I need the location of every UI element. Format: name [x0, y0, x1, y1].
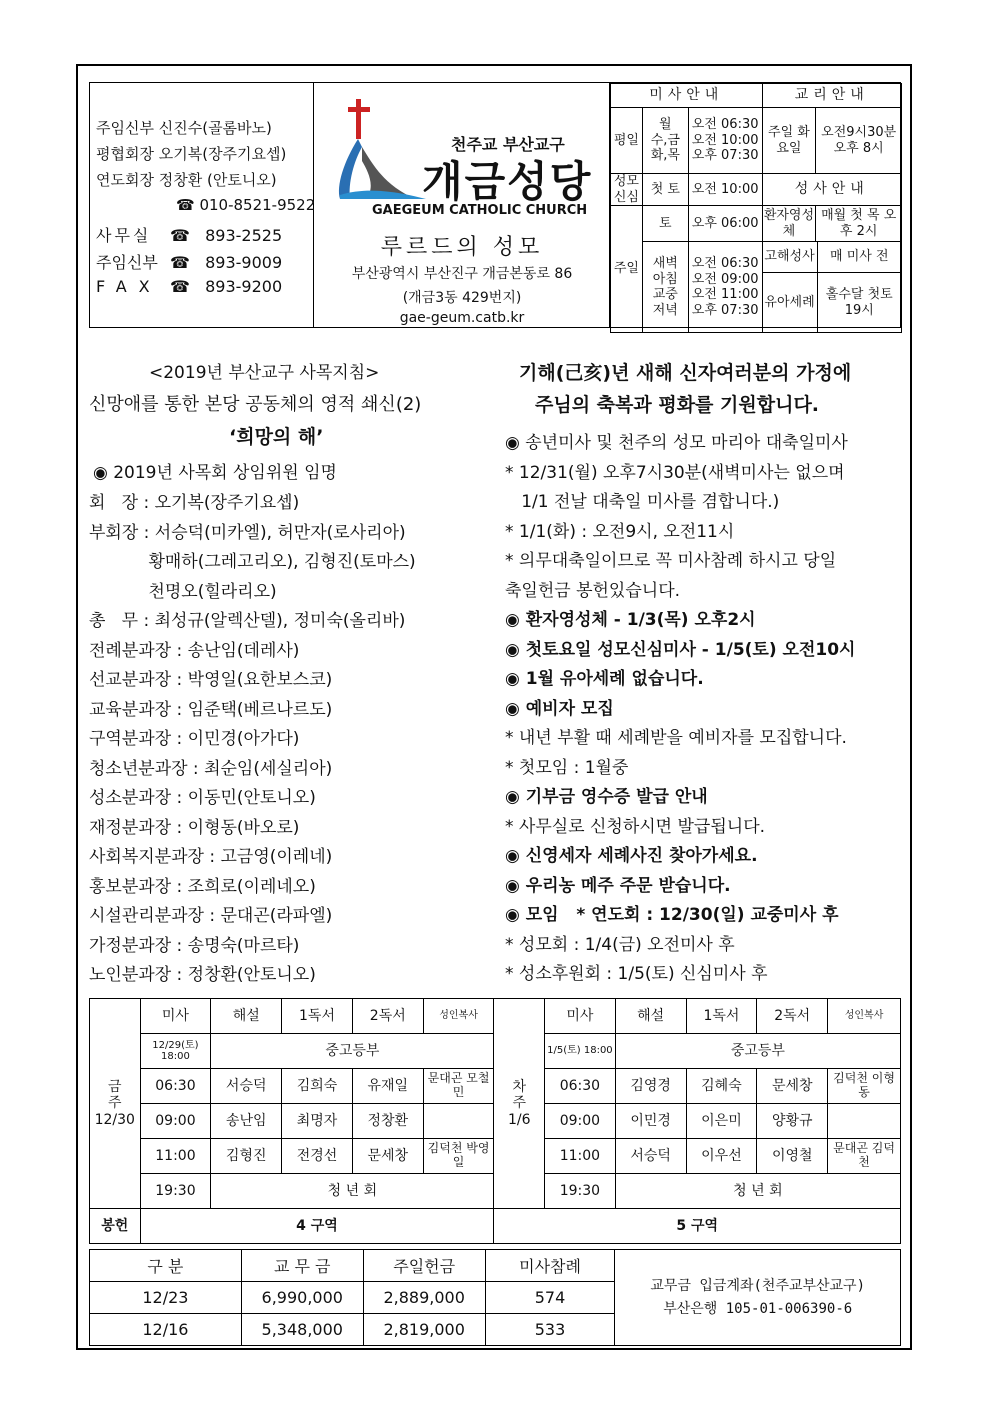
roster-col-header: 미사: [545, 999, 616, 1034]
roster-group: 중고등부: [615, 1034, 900, 1069]
roster-cell: 이은미: [686, 1104, 757, 1139]
roster-time: 11:00: [140, 1139, 211, 1174]
roster-time: 19:30: [545, 1174, 616, 1209]
notice-line: * 의무대축일이므로 꼭 미사참례 하시고 당일: [505, 551, 837, 571]
roster-group: 청 년 회: [211, 1174, 494, 1209]
phone-icon: ☎: [170, 253, 190, 272]
catechism-day: 주일 화요일: [762, 108, 816, 174]
roster-time: 1/5(토) 18:00: [545, 1034, 616, 1069]
weekday-days: 월 수,금 화,목: [642, 108, 688, 174]
notice-line: ◉ 기부금 영수증 발급 안내: [505, 787, 708, 807]
roster-time: 12/29(토) 18:00: [140, 1034, 211, 1069]
diocese-name: 천주교 부산교구: [451, 135, 565, 154]
saturday-time: 오후 06:00: [688, 206, 762, 242]
notice-line: * 내년 부활 때 세례받을 예비자를 모집합니다.: [505, 728, 847, 748]
roster-cell: 김희숙: [282, 1069, 353, 1104]
next-week-label: 차 주 1/6: [494, 999, 545, 1209]
officer-council: 평협회장 오기복(장주기요셉): [96, 145, 287, 163]
roster-time: 09:00: [545, 1104, 616, 1139]
notice-line: ◉ 송년미사 및 천주의 성모 마리아 대축일미사: [505, 433, 848, 453]
roster-cell: 김영경: [615, 1069, 686, 1104]
roster-cell: 전경선: [282, 1139, 353, 1174]
website: gae-geum.catb.kr: [399, 310, 525, 326]
new-year-greeting-2: 주님의 축복과 평화를 기원합니다.: [535, 394, 820, 416]
committee-section-title: ◉ 2019년 사목회 상임위원 임명: [93, 463, 337, 483]
roster-time: 06:30: [545, 1069, 616, 1104]
fax-phone: FAX ☎ 893-9200: [96, 277, 283, 296]
sunday-mass-times: 오전 06:30 오전 09:00 오전 11:00 오후 07:30: [688, 242, 762, 333]
roster-cell: [828, 1104, 901, 1139]
stats-cell: 533: [485, 1314, 615, 1346]
roster-cell: 문대곤 모철민: [423, 1069, 494, 1104]
notice-line: * 1/1(화) : 오전9시, 오전11시: [505, 521, 735, 542]
devotion-time: 오전 10:00: [688, 174, 762, 206]
roster-cell: 이우선: [686, 1139, 757, 1174]
sunday-mass-names: 새벽 아침 교중 저녁: [642, 242, 688, 333]
sacrament-list: 고해성사 매 미사 전 유아세례 홀수달 첫토 19시: [762, 242, 901, 333]
roster-cell: 문세창: [352, 1139, 423, 1174]
notice-line: 축일헌금 봉헌있습니다.: [505, 580, 681, 601]
notice-line: ◉ 첫토요일 성모신심미사 - 1/5(토) 오전10시: [505, 639, 856, 660]
committee-member-line: 사회복지분과장 : 고금영(이레네): [89, 847, 333, 867]
roster-col-header: 해설: [615, 999, 686, 1034]
notice-line: * 사무실로 신청하시면 발급됩니다.: [505, 816, 766, 837]
offering-next-week: 5 구역: [494, 1209, 901, 1244]
committee-member-line: 노인분과장 : 정창환(안토니오): [89, 965, 316, 985]
notice-line: ◉ 환자영성체 - 1/3(목) 오후2시: [505, 610, 756, 630]
stats-cell: 574: [485, 1282, 615, 1314]
notice-line: ◉ 1월 유아세례 없습니다.: [505, 669, 704, 689]
committee-member-line: 재정분과장 : 이형동(바오로): [89, 817, 300, 838]
sacrament-name: 환자영성체: [762, 206, 816, 242]
roster-col-header: 미사: [140, 999, 211, 1034]
mass-guide-title: 미사안내: [611, 84, 763, 108]
phone-icon: ☎: [170, 226, 190, 245]
office-phone: 사무실 ☎ 893-2525: [96, 226, 283, 245]
stats-cell: 12/16: [90, 1314, 242, 1346]
schedule-panel: [610, 83, 902, 327]
address: 부산광역시 부산진구 개금본동로 86: [351, 266, 573, 282]
committee-member-line: 부회장 : 서승덕(미카엘), 허만자(로사리아): [89, 522, 406, 543]
roster-cell: 김형진: [211, 1139, 282, 1174]
stats-cell: 2,819,000: [363, 1314, 485, 1346]
committee-member-line: 홍보분과장 : 조희로(이레네오): [89, 876, 316, 897]
mobile-phone: ☎ 010-8521-9522: [176, 196, 316, 214]
bulletin-header: [89, 82, 901, 328]
stats-cell: 12/23: [90, 1282, 242, 1314]
pastor-phone: 주임신부 ☎ 893-9009: [96, 253, 283, 272]
committee-member-line: 가정분과장 : 송명숙(마르타): [89, 935, 300, 956]
committee-member-line: 전례분과장 : 송난임(데레사): [89, 640, 300, 661]
year-theme: ‘희망의 해’: [229, 426, 324, 448]
roster-cell: [423, 1104, 494, 1139]
offering-label: 봉헌: [90, 1209, 141, 1244]
notice-line: * 성모회 : 1/4(금) 오전미사 후: [505, 934, 735, 955]
roster-col-header: 해설: [211, 999, 282, 1034]
roster-cell: 문대곤 김덕천: [828, 1139, 901, 1174]
mass-roster-table: [89, 998, 901, 1244]
roster-col-header: 1독서: [686, 999, 757, 1034]
church-name: 개금성당: [422, 157, 593, 206]
weekday-label: 평일: [611, 108, 643, 174]
offering-stats-table: [89, 1249, 901, 1346]
stats-cell: 6,990,000: [241, 1282, 363, 1314]
sacrament-when: 매월 첫 목 오후 2시: [816, 206, 902, 242]
notice-line: * 첫모임 : 1월중: [505, 757, 629, 778]
committee-member-line: 시설관리분과장 : 문대곤(라파엘): [89, 906, 333, 926]
roster-cell: 이민경: [615, 1104, 686, 1139]
devotion-label: 성모신심: [611, 174, 643, 206]
roster-cell: 서승덕: [211, 1069, 282, 1104]
roster-time: 19:30: [140, 1174, 211, 1209]
church-logo-panel: [314, 83, 610, 327]
roster-col-header: 2독서: [352, 999, 423, 1034]
patron-saint: 루르드의 성모: [380, 235, 544, 260]
committee-member-line: 선교분과장 : 박영일(요한보스코): [89, 670, 333, 690]
roster-cell: 이영철: [757, 1139, 828, 1174]
committee-member-line: 회 장 : 오기복(장주기요셉): [89, 493, 300, 513]
notice-line: ◉ 예비자 모집: [505, 698, 614, 719]
roster-col-header: 2독서: [757, 999, 828, 1034]
sacrament-guide-title: 성사안내: [762, 174, 901, 206]
roster-col-header: 1독서: [282, 999, 353, 1034]
roster-cell: 최명자: [282, 1104, 353, 1139]
roster-time: 06:30: [140, 1069, 211, 1104]
sunday-label: 주일: [611, 206, 643, 333]
roster-cell: 송난임: [211, 1104, 282, 1139]
this-week-label: 금 주 12/30: [90, 999, 141, 1209]
phone-icon: ☎: [170, 277, 190, 296]
roster-cell: 유재일: [352, 1069, 423, 1104]
committee-member-line: 총 무 : 최성규(알렉산델), 정미숙(올리바): [89, 611, 406, 631]
roster-time: 11:00: [545, 1139, 616, 1174]
new-year-greeting: 기해(己亥)년 새해 신자여러분의 가정에: [519, 362, 852, 384]
roster-cell: 서승덕: [615, 1139, 686, 1174]
notice-line: * 12/31(월) 오후7시30분(새벽미사는 없으며: [505, 462, 845, 483]
roster-cell: 양황규: [757, 1104, 828, 1139]
stats-header-attendance: 미사참례: [485, 1250, 615, 1282]
notice-line: ◉ 모임 * 연도회 : 12/30(일) 교중미사 후: [505, 905, 839, 925]
pastoral-guideline-subtitle: 신망애를 통한 본당 공동체의 영적 쇄신(2): [89, 394, 422, 415]
weekday-times: 오전 06:30 오전 10:00 오후 07:30: [688, 108, 762, 174]
stats-cell: 2,889,000: [363, 1282, 485, 1314]
church-logo-icon: [326, 91, 436, 211]
committee-member-line: 천명오(힐라리오): [89, 581, 277, 602]
catechism-guide-title: 교리안내: [762, 84, 901, 108]
officer-memorial: 연도회장 정창환 (안토니오): [96, 171, 277, 189]
roster-cell: 김덕천 박영일: [423, 1139, 494, 1174]
notice-line: ◉ 신영세자 세례사진 찾아가세요.: [505, 846, 758, 866]
notice-line: * 성소후원회 : 1/5(토) 신심미사 후: [505, 964, 768, 984]
committee-member-line: 청소년분과장 : 최순임(세실리아): [89, 758, 333, 779]
notice-line: ◉ 우리농 메주 주문 받습니다.: [505, 875, 731, 896]
committee-member-line: 구역분과장 : 이민경(아가다): [89, 729, 300, 749]
stats-header-dues: 교 무 금: [241, 1250, 363, 1282]
stats-header-sunday: 주일헌금: [363, 1250, 485, 1282]
devotion-day: 첫 토: [642, 174, 688, 206]
roster-col-header: 성인복사: [423, 999, 494, 1034]
roster-col-header: 성인복사: [828, 999, 901, 1034]
committee-member-line: 황매하(그레고리오), 김형진(토마스): [89, 552, 416, 572]
roster-cell: 문세창: [757, 1069, 828, 1104]
roster-cell: 김혜숙: [686, 1069, 757, 1104]
saturday-day: 토: [642, 206, 688, 242]
officer-pastor: 주임신부 신진수(골롬바노): [96, 119, 272, 137]
catechism-time: 오전9시30분 오후 8시: [816, 108, 902, 174]
officer-panel: [90, 83, 314, 327]
roster-cell: 김덕천 이형동: [828, 1069, 901, 1104]
pastoral-guideline-title: <2019년 부산교구 사목지침>: [149, 363, 380, 383]
notice-line: 1/1 전날 대축일 미사를 겸합니다.): [505, 492, 780, 512]
schedule-table: [610, 83, 902, 333]
stats-cell: 5,348,000: [241, 1314, 363, 1346]
roster-group: 중고등부: [211, 1034, 494, 1069]
offering-this-week: 4 구역: [140, 1209, 494, 1244]
church-name-en: GAEGEUM CATHOLIC CHURCH: [372, 203, 588, 218]
roster-cell: 정창환: [352, 1104, 423, 1139]
committee-member-line: 성소분과장 : 이동민(안토니오): [89, 788, 316, 808]
address-lot: (개금3동 429번지): [402, 290, 522, 306]
roster-group: 청 년 회: [615, 1174, 900, 1209]
bank-account-info: 교무금 입금계좌(천주교부산교구) 부산은행 105-01-006390-6: [615, 1250, 901, 1346]
roster-time: 09:00: [140, 1104, 211, 1139]
stats-header-period: 구 분: [90, 1250, 242, 1282]
committee-member-line: 교육분과장 : 임준택(베르나르도): [89, 699, 333, 720]
